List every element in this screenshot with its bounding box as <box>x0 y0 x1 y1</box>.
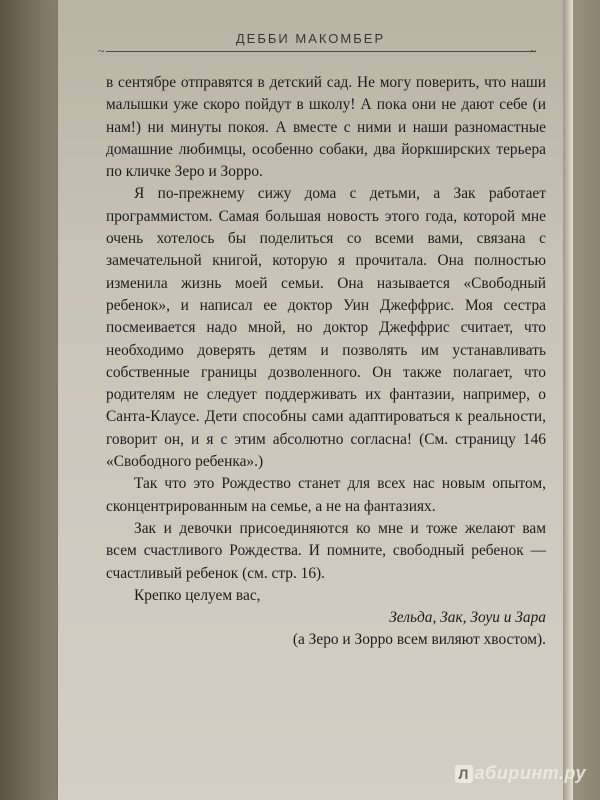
signature: Зельда, Зак, Зоуи и Зара <box>389 609 546 627</box>
paragraph-1: в сентябре отправятся в детский сад. Не могу поверить, что наши малышки уже скоро пойдут в школу! А пока они не дают себе (и нам!) ни минуты покоя. А вместе с ними и наши разномастные домашние любимцы, особенно собаки, два йоркширских терьера по кличке Зеро и Зорро. <box>106 74 546 181</box>
paragraph-2: Я по-прежнему сижу дома с детьми, а Зак работает программистом. Самая большая новость этого года, которой мне очень хотелось бы поделиться со всеми вами, связана с замечательной книгой, которую я прочитала. Она полностью изменила жизнь моей семьи. Она называется «Свободный ребенок», и написал ее доктор Уин Джеффрис. Моя сестра посмеивается надо мной, но доктор Джеффрис считает, что необходимо доверять детям и позволять им устанавливать собственные границы дозволенного. Он также полагает, что родителям не следует поддерживать их фантазии, например, о Санта-Клаусе. Дети способны сами адаптироваться к реальности, говорит он, и я с этим абсолютно согласна! (См. страницу 146 «Свободного ребенка».) <box>106 185 546 471</box>
body-text <box>106 72 546 652</box>
page-header <box>58 30 563 48</box>
running-head: ДЕББИ МАКОМБЕР <box>235 31 386 46</box>
page-edge <box>563 0 573 800</box>
labirint-logo-icon: Л <box>455 765 473 783</box>
signature-note: (а Зеро и Зорро всем виляют хвостом). <box>292 631 546 649</box>
paragraph-3: Так что это Рождество станет для всех нас новым опытом, сконцентрированным на семье, а не на фантазиях. <box>106 475 546 515</box>
header-flourish-right: ~ <box>530 44 537 58</box>
background-left <box>0 0 60 800</box>
labirint-watermark <box>455 763 586 784</box>
header-flourish-left: ~ <box>98 44 105 58</box>
watermark-text: абиринт.ру <box>474 763 586 783</box>
book-page <box>58 0 563 800</box>
paragraph-4: Зак и девочки присоединяются ко мне и тоже желают вам всем счастливого Рождества. И помните, свободный ребенок — счастливый ребенок (см. стр. 16). <box>106 519 546 582</box>
header-rule <box>106 51 536 52</box>
paragraph-5: Крепко целуем вас, <box>134 586 261 604</box>
